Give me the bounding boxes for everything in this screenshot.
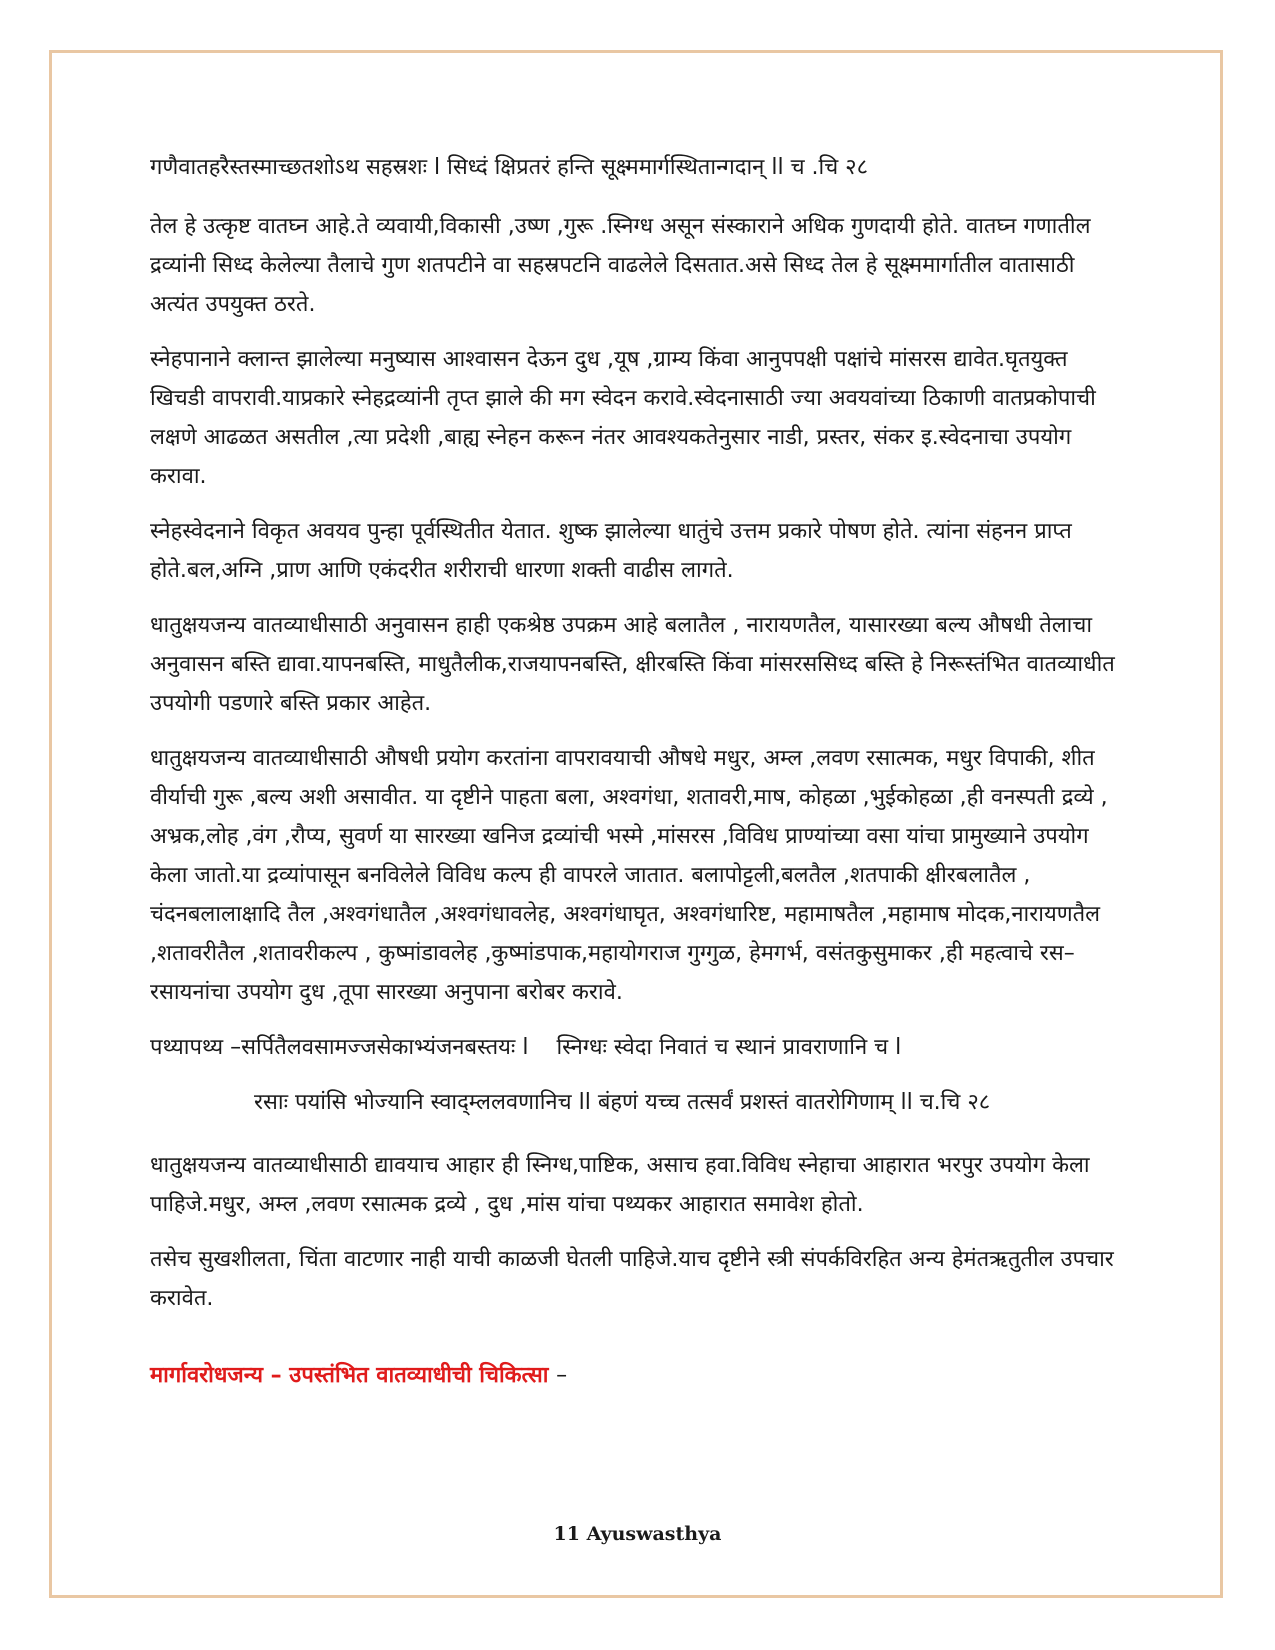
paragraph-sukhashilata: तसेच सुखशीलता, चिंता वाटणार नाही याची काळजी घेतली पाहिजे.याच दृष्टीने स्त्री संपर्कविरहित अन्य हेमंतऋतुतील उपचार करावेत. [150,1247,1114,1311]
pathya-shloka-part-a: पथ्यापथ्य –सर्पितैलवसामज्जसेकाभ्यंजनबस्तयः l [150,1035,529,1060]
pathya-shloka-line-2: रसाः पयांसि भोज्यानि स्वाद्म्ललवणानिच ll बंहणं यच्च तत्सर्वं प्रशस्तं वातरोगिणाम् ll च.चि २८ [254,1090,991,1115]
section-heading-dash: – [556,1363,568,1388]
document-body [150,148,1120,1395]
paragraph-snehapana: स्नेहपानाने क्लान्त झालेल्या मनुष्यास आश्वासन देऊन दुध ,यूष ,ग्राम्य किंवा आनुपपक्षी पक्षांचे मांसरस द्यावेत.घृतयुक्त खिचडी वापरावी.याप्रकारे स्नेहद्रव्यांनी तृप्त झाले की मग स्वेदन करावे.स्वेदनासाठी ज्या अवयवांच्या ठिकाणी वातप्रकोपाची लक्षणे आढळत असतील ,त्या प्रदेशी ,बाह्य स्नेहन करून नंतर आवश्यकतेनुसार नाडी, प्रस्तर, संकर इ.स्वेदनाचा उपयोग करावा. [150,347,1096,489]
page-footer: 11 Ayuswasthya [553,1523,722,1545]
paragraph-aushadhi-prayoga: धातुक्षयजन्य वातव्याधीसाठी औषधी प्रयोग करतांना वापरावयाची औषधे मधुर, अम्ल ,लवण रसात्मक, मधुर विपाकी, शीत वीर्याची गुरू ,बल्य अशी असावीत. या दृष्टीने पाहता बला, अश्वगंधा, शतावरी,माष, कोहळा ,भुईकोहळा ,ही वनस्पती द्रव्ये , अभ्रक,लोह ,वंग ,रौप्य, सुवर्ण या सारख्या खनिज द्रव्यांची भस्मे ,मांसरस ,विविध प्राण्यांच्या वसा यांचा प्रामुख्याने उपयोग केला जातो.या द्रव्यांपासून बनविलेले विविध कल्प ही वापरले जातात. बलापोट्टली,बलतैल ,शतपाकी क्षीरबलातैल , चंदनबलालाक्षादि तैल ,अश्वगंधातैल ,अश्वगंधावलेह, अश्वगंधाघृत, अश्वगंधारिष्ट, महामाषतैल ,महामाष मोदक,नारायणतैल ,शतावरीतैल ,शतावरीकल्प , कुष्मांडावलेह ,कुष्मांडपाक,महायोगराज गुग्गुळ, हेमगर्भ, वसंतकुसुमाकर ,ही महत्वाचे रस–रसायनांचा उपयोग दुध ,तूपा सारख्या अनुपाना बरोबर करावे. [150,746,1108,1005]
section-heading-text: मार्गावरोधजन्य – उपस्तंभित वातव्याधीची चिकित्सा [150,1363,549,1388]
paragraph-ahara: धातुक्षयजन्य वातव्याधीसाठी द्यावयाच आहार ही स्निग्ध,पाष्टिक, असाच हवा.विविध स्नेहाचा आहारात भरपुर उपयोग केला पाहिजे.मधुर, अम्ल ,लवण रसात्मक द्रव्ये , दुध ,मांस यांचा पथ्यकर आहारात समावेश होतो. [150,1153,1090,1217]
paragraph-snehaswedana: स्नेहस्वेदनाने विकृत अवयव पुन्हा पूर्वस्थितीत येतात. शुष्क झालेल्या धातुंचे उत्तम प्रकारे पोषण होते. त्यांना संहनन प्राप्त होते.बल,अग्नि ,प्राण आणि एकंदरीत शरीराची धारणा शक्ती वाढीस लागते. [150,519,1072,583]
paragraph-oil-vataghna: तेल हे उत्कृष्ट वातघ्न आहे.ते व्यवायी,विकासी ,उष्ण ,गुरू .स्निग्ध असून संस्काराने अधिक गुणदायी होते. वातघ्न गणातील द्रव्यांनी सिध्द केलेल्या तैलाचे गुण शतपटीने वा सहस्रपटनि वाढलेले दिसतात.असे सिध्द तेल हे सूक्ष्ममार्गातील वातासाठी अत्यंत उपयुक्त ठरते. [150,214,1091,317]
section-heading [150,1356,1120,1395]
pathya-shloka-part-b: स्निग्धः स्वेदा निवातं च स्थानं प्रावराणानि च l [556,1035,902,1060]
paragraph-anuvasana: धातुक्षयजन्य वातव्याधीसाठी अनुवासन हाही एकश्रेष्ठ उपक्रम आहे बलातैल , नारायणतैल, यासारख्या बल्य औषधी तेलाचा अनुवासन बस्ति द्यावा.यापनबस्ति, माधुतैलीक,राजयापनबस्ति, क्षीरबस्ति किंवा मांसरससिध्द बस्ति हे निरूस्तंभित वातव्याधीत उपयोगी पडणारे बस्ति प्रकार आहेत. [150,613,1115,716]
pathya-shloka-line-1 [150,1028,1120,1067]
shloka-charaka-top: गणैवातहरैस्तस्माच्छतशोऽथ सहस्रशः l सिध्दं क्षिप्रतरं हन्ति सूक्ष्ममार्गस्थितान्गदान् ll च .चि २८ [150,155,869,180]
